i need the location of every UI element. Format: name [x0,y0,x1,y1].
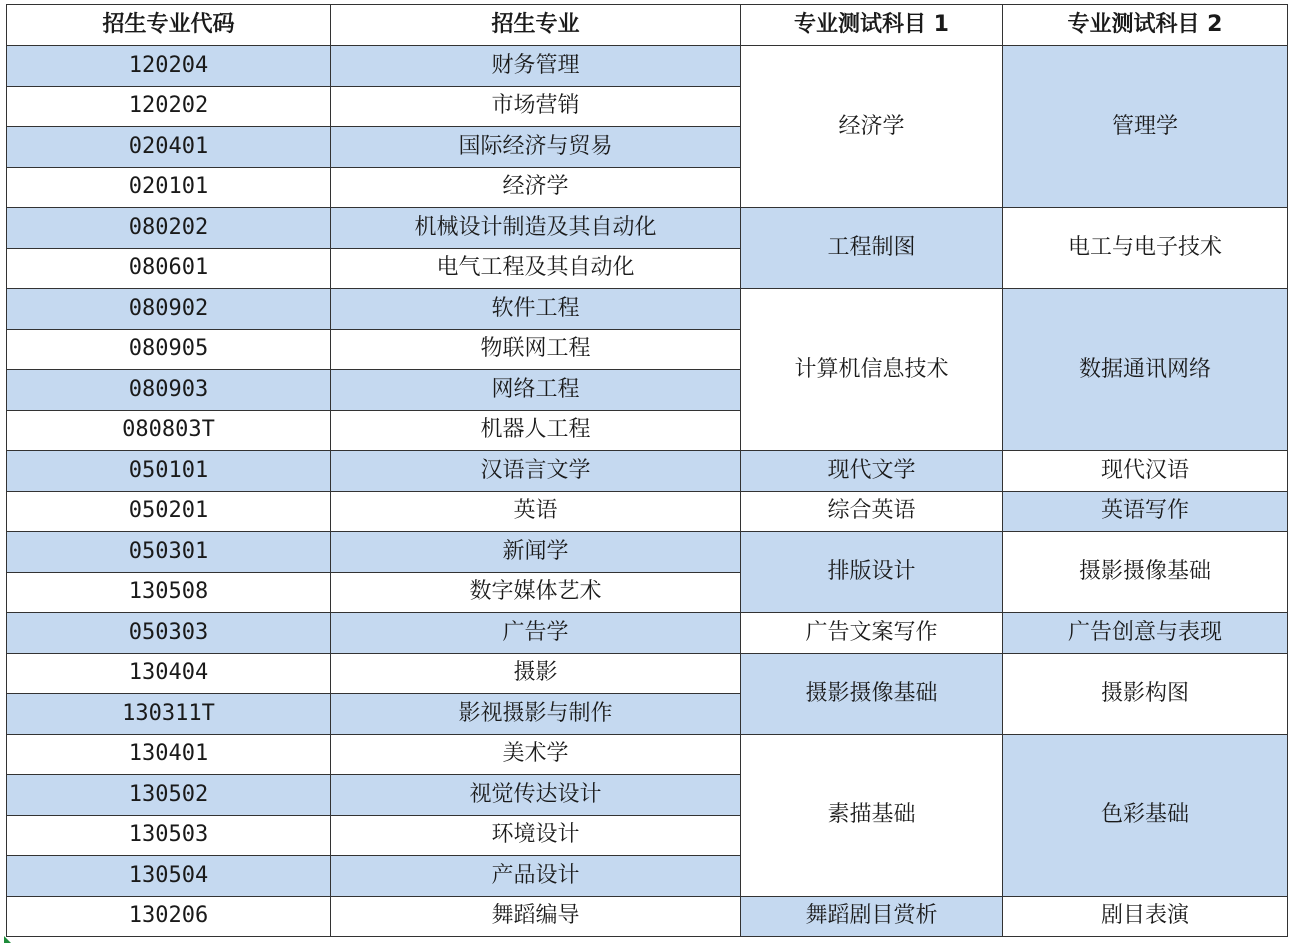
table-row [7,532,1288,573]
major-code-cell[interactable]: 120202 [7,86,331,127]
major-code-cell[interactable]: 130401 [7,734,331,775]
major-code-cell[interactable]: 050301 [7,532,331,573]
test-subject-2-cell[interactable]: 色彩基础 [1003,734,1288,896]
major-name-cell[interactable]: 电气工程及其自动化 [331,248,741,289]
test-subject-2-cell[interactable]: 广告创意与表现 [1003,613,1288,654]
table-row [7,208,1288,249]
table-row [7,896,1288,937]
table-row [7,451,1288,492]
test-subject-1-cell[interactable]: 舞蹈剧目赏析 [741,896,1003,937]
table-row [7,734,1288,775]
test-subject-2-cell[interactable]: 现代汉语 [1003,451,1288,492]
major-code-cell[interactable]: 130206 [7,896,331,937]
test-subject-1-cell[interactable]: 经济学 [741,46,1003,208]
major-name-cell[interactable]: 影视摄影与制作 [331,694,741,735]
major-name-cell[interactable]: 经济学 [331,167,741,208]
admissions-table [6,4,1288,937]
test-subject-1-cell[interactable]: 工程制图 [741,208,1003,289]
major-code-cell[interactable]: 020101 [7,167,331,208]
major-name-cell[interactable]: 新闻学 [331,532,741,573]
header-major-code[interactable]: 招生专业代码 [7,5,331,46]
major-code-cell[interactable]: 130503 [7,815,331,856]
major-name-cell[interactable]: 市场营销 [331,86,741,127]
major-code-cell[interactable]: 020401 [7,127,331,168]
major-name-cell[interactable]: 产品设计 [331,856,741,897]
major-name-cell[interactable]: 舞蹈编导 [331,896,741,937]
header-row [7,5,1288,46]
test-subject-2-cell[interactable]: 剧目表演 [1003,896,1288,937]
major-name-cell[interactable]: 财务管理 [331,46,741,87]
test-subject-1-cell[interactable]: 综合英语 [741,491,1003,532]
major-code-cell[interactable]: 130311T [7,694,331,735]
major-code-cell[interactable]: 080905 [7,329,331,370]
header-test-subject-2[interactable]: 专业测试科目 2 [1003,5,1288,46]
table-row [7,46,1288,87]
table-row [7,653,1288,694]
table-row [7,289,1288,330]
major-name-cell[interactable]: 广告学 [331,613,741,654]
table-row [7,491,1288,532]
major-code-cell[interactable]: 050201 [7,491,331,532]
major-code-cell[interactable]: 050101 [7,451,331,492]
major-name-cell[interactable]: 机械设计制造及其自动化 [331,208,741,249]
major-code-cell[interactable]: 130404 [7,653,331,694]
major-name-cell[interactable]: 视觉传达设计 [331,775,741,816]
major-name-cell[interactable]: 英语 [331,491,741,532]
major-code-cell[interactable]: 080902 [7,289,331,330]
test-subject-2-cell[interactable]: 摄影摄像基础 [1003,532,1288,613]
major-name-cell[interactable]: 摄影 [331,653,741,694]
selection-corner-marker [4,936,11,943]
header-major-name[interactable]: 招生专业 [331,5,741,46]
major-name-cell[interactable]: 机器人工程 [331,410,741,451]
major-name-cell[interactable]: 网络工程 [331,370,741,411]
test-subject-1-cell[interactable]: 计算机信息技术 [741,289,1003,451]
test-subject-1-cell[interactable]: 素描基础 [741,734,1003,896]
table-row [7,613,1288,654]
header-test-subject-1[interactable]: 专业测试科目 1 [741,5,1003,46]
major-name-cell[interactable]: 数字媒体艺术 [331,572,741,613]
major-name-cell[interactable]: 软件工程 [331,289,741,330]
major-code-cell[interactable]: 130508 [7,572,331,613]
major-code-cell[interactable]: 050303 [7,613,331,654]
test-subject-2-cell[interactable]: 管理学 [1003,46,1288,208]
major-code-cell[interactable]: 080601 [7,248,331,289]
test-subject-2-cell[interactable]: 摄影构图 [1003,653,1288,734]
test-subject-2-cell[interactable]: 数据通讯网络 [1003,289,1288,451]
test-subject-1-cell[interactable]: 摄影摄像基础 [741,653,1003,734]
major-name-cell[interactable]: 汉语言文学 [331,451,741,492]
major-name-cell[interactable]: 物联网工程 [331,329,741,370]
major-name-cell[interactable]: 美术学 [331,734,741,775]
test-subject-2-cell[interactable]: 电工与电子技术 [1003,208,1288,289]
major-code-cell[interactable]: 130502 [7,775,331,816]
test-subject-1-cell[interactable]: 广告文案写作 [741,613,1003,654]
test-subject-1-cell[interactable]: 排版设计 [741,532,1003,613]
major-code-cell[interactable]: 080803T [7,410,331,451]
major-code-cell[interactable]: 120204 [7,46,331,87]
major-name-cell[interactable]: 国际经济与贸易 [331,127,741,168]
major-code-cell[interactable]: 080202 [7,208,331,249]
major-code-cell[interactable]: 080903 [7,370,331,411]
major-code-cell[interactable]: 130504 [7,856,331,897]
test-subject-1-cell[interactable]: 现代文学 [741,451,1003,492]
test-subject-2-cell[interactable]: 英语写作 [1003,491,1288,532]
major-name-cell[interactable]: 环境设计 [331,815,741,856]
